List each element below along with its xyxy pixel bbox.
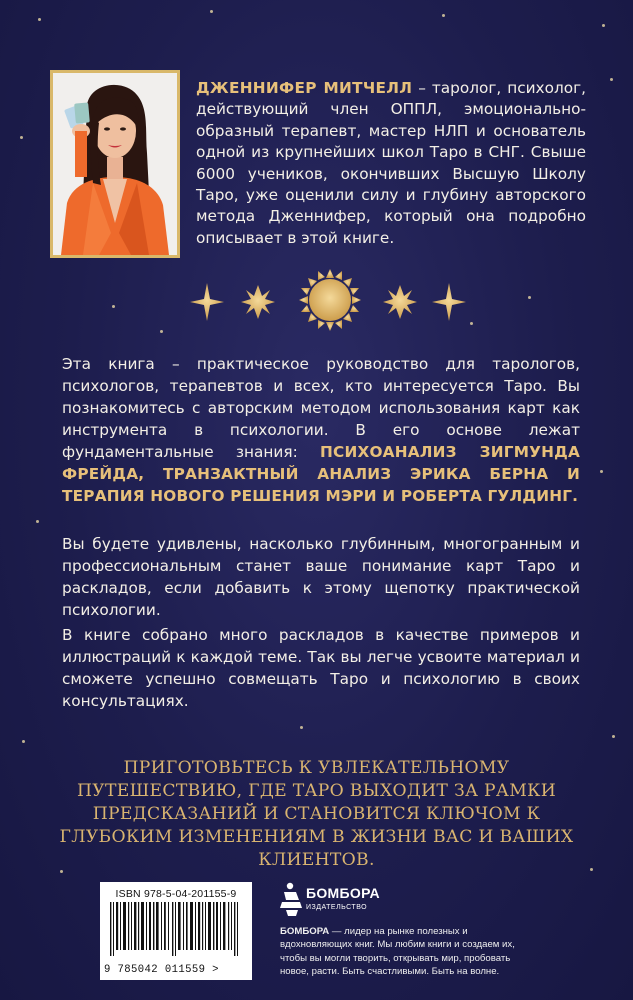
- description-text: В книге собрано много раскладов в качестве примеров и иллюстраций к каждой теме. Так вы легче усвоите материал и сможете успешно совмещать Таро и психологию в своих консультациях.: [62, 626, 580, 710]
- description-highlight: ПСИХОАНАЛИЗ ЗИГМУНДА ФРЕЙДА, ТРАНЗАКТНЫЙ АНАЛИЗ ЭРИКА БЕРНА И ТЕРАПИЯ НОВОГО РЕШЕНИЯ МЭРИ И РОБЕРТА ГУЛДИНГ.: [62, 443, 580, 505]
- description-paragraph-3: [62, 624, 580, 712]
- description-paragraph-1: [62, 353, 580, 507]
- description-paragraph-2: [62, 533, 580, 621]
- description-text: Эта книга – практическое руководство для тарологов, психологов, терапевтов и всех, кто интересуется Таро. Вы познакомитесь с авторским методом использования карт как инструмента в психологии. В его основе лежат фундаментальные знания:: [62, 355, 580, 461]
- sun-icon: [299, 269, 361, 331]
- call-to-action: ПРИГОТОВЬТЕСЬ К УВЛЕКАТЕЛЬНОМУ ПУТЕШЕСТВИЮ, ГДЕ ТАРО ВЫХОДИТ ЗА РАМКИ ПРЕДСКАЗАНИЙ И СТАНОВИТСЯ КЛЮЧОМ К ГЛУБОКИМ ИЗМЕНЕНИЯМ В ЖИЗНИ ВАС И ВАШИХ КЛИЕНТОВ.: [59, 758, 574, 870]
- author-bio-text: – таролог, психолог, действующий член ОППЛ, эмоционально-образный терапевт, мастер НЛП и основатель одной из крупнейших школ Таро в СНГ. Свыше 6000 учеников, окончивших Высшую Школу Таро, уже оценили силу и глубину авторского метода Дженнифер, который она подробно описывает в этой книге.: [196, 79, 586, 247]
- publisher-description: [280, 925, 535, 979]
- isbn-label: ISBN 978-5-04-201155-9: [115, 888, 237, 900]
- sun-stars-ornament: [170, 268, 470, 338]
- star-icon: [241, 285, 275, 319]
- barcode-digits: 9 785042 011559 >: [104, 964, 219, 976]
- publisher-brand: БОМБОРА: [280, 926, 330, 937]
- description-text: Вы будете удивлены, насколько глубинным, многогранным и профессиональным станет ваше понимание карт Таро и раскладов, если добавить к этому щепотку практической психологии.: [62, 535, 580, 619]
- publisher-subtitle: ИЗДАТЕЛЬСТВО: [306, 904, 368, 911]
- author-bio: [196, 78, 586, 249]
- author-photo: [50, 70, 180, 258]
- isbn-barcode: [100, 882, 252, 980]
- star-icon: [383, 285, 417, 319]
- barcode-icon: [106, 902, 246, 956]
- publisher-description-text: — лидер на рынке полезных и вдохновляющих книг. Мы любим книги и создаем их, чтобы вы могли творить, открывать мир, пробовать новое, расти. Быть счастливыми. Быть на волне.: [280, 926, 515, 978]
- star-icon: [190, 283, 224, 321]
- publisher-name: БОМБОРА: [306, 885, 380, 901]
- author-name: ДЖЕННИФЕР МИТЧЕЛЛ: [196, 79, 413, 97]
- star-icon: [432, 283, 466, 321]
